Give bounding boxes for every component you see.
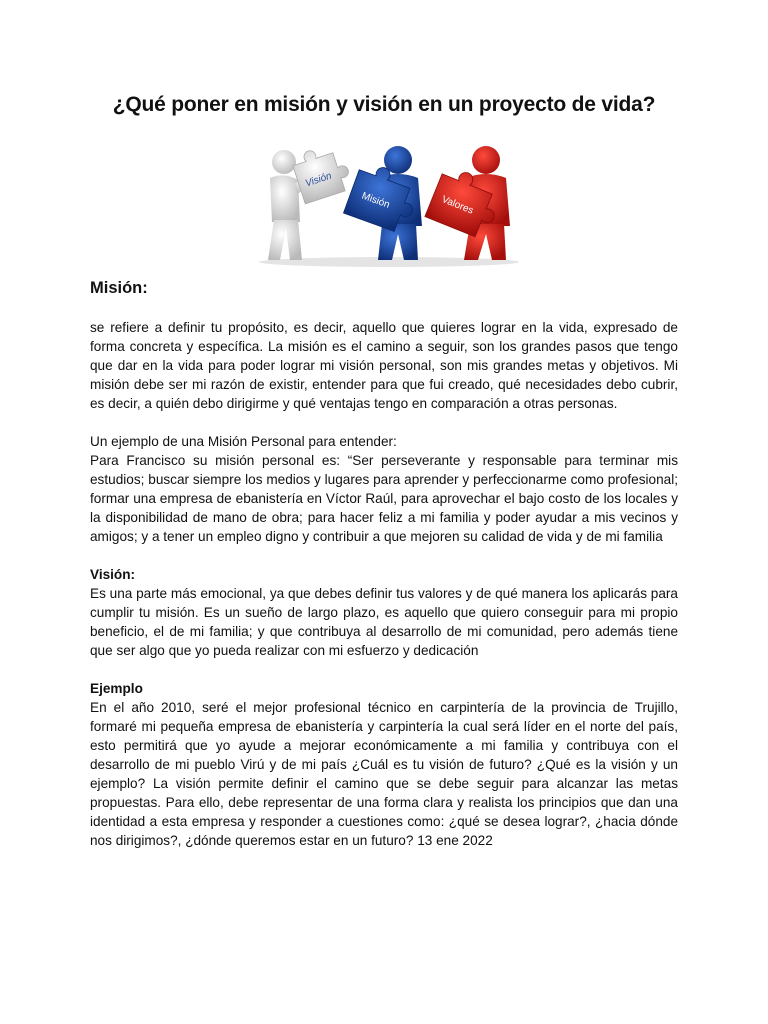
- page-title: ¿Qué poner en misión y visión en un proyecto de vida?: [112, 93, 656, 116]
- document-body: [90, 318, 678, 850]
- vision-heading: Visión:: [90, 567, 136, 582]
- mision-paragraph: se refiere a definir tu propósito, es decir, aquello que quieres lograr en la vida, expresado de forma concreta y específica. La misión es el camino a seguir, son los grandes pasos que tengo que dar en la vida para poder lograr mi visión personal, son mis grandes metas y objetivos. Mi misión debe ser mi razón de existir, entender para que fui creado, qué necesidades debo cubrir, es decir, a quién debo dirigirme y qué ventajas tengo en comparación a otras personas.: [90, 320, 678, 411]
- mision-example-intro: Un ejemplo de una Misión Personal para entender:: [90, 434, 397, 449]
- ejemplo-heading: Ejemplo: [90, 681, 143, 696]
- ejemplo-paragraph: En el año 2010, seré el mejor profesional técnico en carpintería de la provincia de Trujillo, formaré mi pequeña empresa de ebanistería y carpintería la cual será líder en el norte del país, esto permitirá que yo ayude a mejorar económicamente a mi familia y contribuya con el desarrollo de mi pueblo Virú y de mi país ¿Cuál es tu visión de futuro? ¿Qué es la visión y un ejemplo? La visión permite definir el camino que se debe seguir para alcanzar las metas propuestas. Para ello, debe representar de una forma clara y realista los principios que dan una identidad a esta empresa y responder a cuestiones como: ¿qué se desea lograr?, ¿hacia dónde nos dirigimos?, ¿dónde queremos estar en un futuro? 13 ene 2022: [90, 700, 678, 848]
- valores-piece-label: Valores: [439, 194, 475, 217]
- mision-example-text: Para Francisco su misión personal es: “Ser perseverante y responsable para terminar mis estudios; buscar siempre los medios y lugares para aprender y perfeccionarme como profesional; formar una empresa de ebanistería en Víctor Raúl, para aprovechar el bajo costo de los locales y la disponibilidad de mano de obra; para hacer feliz a mi familia y poder ayudar a mis vecinos y amigos; y a tener un empleo digno y contribuir a que mejoren su calidad de vida y de mi familia: [90, 453, 678, 544]
- mision-heading: Misión:: [90, 279, 148, 297]
- vision-piece-label: Visión: [303, 170, 334, 190]
- mision-piece-label: Misión: [360, 190, 392, 211]
- puzzle-figures-illustration: [254, 138, 524, 268]
- vision-puzzle-piece: [290, 141, 354, 204]
- vision-paragraph: Es una parte más emocional, ya que debes definir tus valores y de qué manera los aplicarás para cumplir tu misión. Es un sueño de largo plazo, es aquello que quiero conseguir para mi propio beneficio, el de mi familia; y que contribuya al desarrollo de mi comunidad, pero además tiene que ser algo que yo pueda realizar con mi esfuerzo y dedicación: [90, 586, 678, 658]
